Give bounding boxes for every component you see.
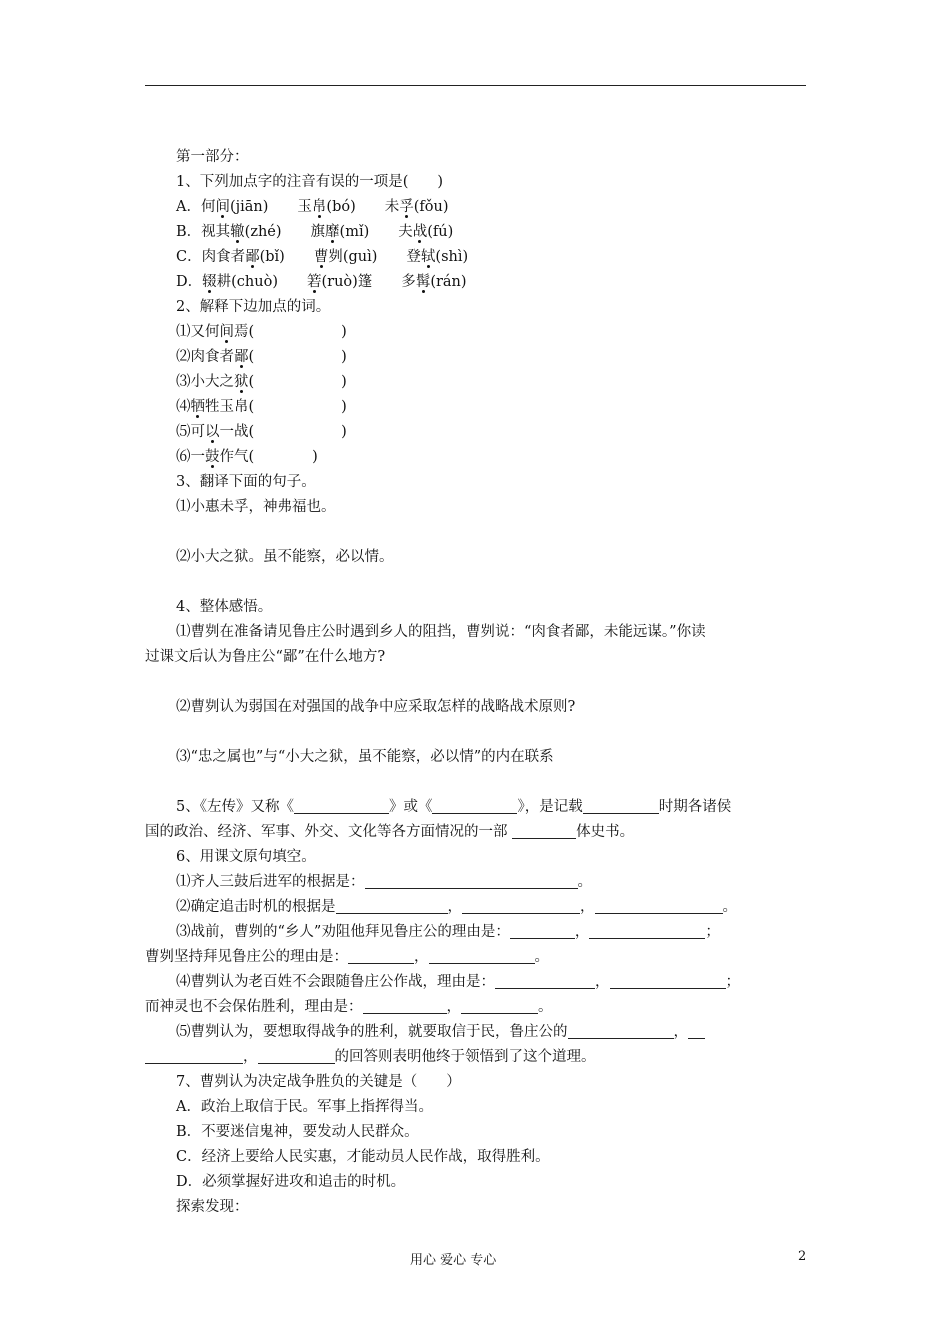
text-segment: (shì) <box>435 249 469 265</box>
text-segment: A．何 <box>176 199 216 215</box>
q6-stem: 6、用课文原句填空。 <box>176 849 316 865</box>
q1-option-2 <box>145 220 807 245</box>
dotted-character: 髯 <box>415 274 431 290</box>
q6-item-5b: ， 的回答则表明他终于领悟到了这个道理。 <box>145 1045 807 1070</box>
q6-item-3a: ⑶战前，曹刿的“乡人”劝阻他拜见鲁庄公的理由是： ， ； <box>176 924 720 940</box>
q6-item-4b: 而神灵也不会保佑胜利，理由是： ， 。 <box>145 999 553 1015</box>
q6-blank-4c[interactable] <box>363 998 447 1014</box>
dotted-character: 鄙 <box>234 349 249 365</box>
q4-part-1a: ⑴曹刿在准备请见鲁庄公时遇到乡人的阻挡，曹刿说：“肉食者鄙，未能远谋。”你读 <box>176 624 706 640</box>
q6-blank-2b[interactable] <box>462 898 580 914</box>
q7-option-b: B．不要迷信鬼神，要发动人民群众。 <box>176 1124 419 1140</box>
text-segment: C．肉食者 <box>176 249 246 265</box>
text-segment: ( ) <box>248 349 347 365</box>
q3-sentence-2: ⑵小大之狱。虽不能察，必以情。 <box>176 549 394 565</box>
q4-part-3: ⑶“忠之属也”与“小大之狱，虽不能察，必以情”的内在联系 <box>176 749 554 765</box>
q6-blank-2c[interactable] <box>595 898 723 914</box>
text-segment: 耕(chuò) <box>216 274 307 290</box>
q1-option-3 <box>145 245 807 270</box>
q2-item-6 <box>145 445 807 470</box>
q4-stem: 4、整体感悟。 <box>176 599 273 615</box>
q5-blank-name-1[interactable] <box>294 798 389 814</box>
text-segment: 作气( ) <box>219 449 318 465</box>
part-title: 第一部分： <box>176 149 249 165</box>
q6-item-3b: 曹刿坚持拜见鲁庄公的理由是： ， 。 <box>145 949 549 965</box>
q4-part-1b: 过课文后认为鲁庄公“鄙”在什么地方? <box>145 649 386 665</box>
q6-item-5a: ⑸曹刿认为，要想取得战争的胜利，就要取信于民，鲁庄公的 ， <box>145 1020 807 1045</box>
dotted-character: 辍 <box>202 274 217 290</box>
text-segment: ( ) <box>248 374 347 390</box>
q7-option-c: C．经济上要给人民实惠，才能动员人民作战，取得胜利。 <box>176 1149 550 1165</box>
dotted-character: 靡 <box>325 224 340 240</box>
text-segment: (bó) 未 <box>326 199 400 215</box>
text-segment: ⑶小大之 <box>176 374 234 390</box>
q5-line-1: 5、《左传》又称《 》或《 》，是记载 时期各诸侯 <box>176 799 732 815</box>
header-rule <box>145 85 806 86</box>
q6-blank-5b-end[interactable] <box>145 1048 243 1064</box>
text-segment: (fǒu) <box>413 199 449 215</box>
text-segment: 牲玉帛( ) <box>205 399 347 415</box>
q2-item-1 <box>145 320 807 345</box>
q1-option-1 <box>145 195 807 220</box>
q2-items <box>145 320 807 470</box>
q6-blank-4b[interactable] <box>610 973 726 989</box>
q5-blank-genre[interactable] <box>512 823 576 839</box>
q4-part-2: ⑵曹刿认为弱国在对强国的战争中应采取怎样的战略战术原则? <box>176 699 576 715</box>
q2-item-4 <box>145 395 807 420</box>
dotted-character: 狱 <box>234 374 249 390</box>
text-segment: (bǐ) <box>259 249 314 265</box>
text-segment: (fú) <box>427 224 454 240</box>
q5-blank-period[interactable] <box>583 798 659 814</box>
text-segment: (zhé) 旗 <box>244 224 326 240</box>
dotted-character: 间 <box>215 199 230 215</box>
q6-blank-1[interactable] <box>365 873 578 889</box>
dotted-character: 鼓 <box>205 449 220 465</box>
q6-blank-4a[interactable] <box>495 973 595 989</box>
q6-blank-3b[interactable] <box>589 923 705 939</box>
dotted-character: 战 <box>412 224 428 240</box>
q6-blank-5b-start[interactable] <box>688 1023 705 1039</box>
text-segment: (ruò)篷 多 <box>321 274 416 290</box>
text-segment: ⑷ <box>176 399 191 415</box>
dotted-character: 箬 <box>306 274 322 290</box>
q6-item-2: ⑵确定追击时机的根据是 ， ， 。 <box>176 899 737 915</box>
page-number: 2 <box>798 1249 807 1264</box>
q1-options <box>145 195 807 295</box>
text-segment: 刿(guì) 登 <box>328 249 421 265</box>
dotted-character: 轼 <box>420 249 436 265</box>
q6-blank-5a[interactable] <box>568 1023 674 1039</box>
q7-stem: 7、曹刿认为决定战争胜负的关键是（ ） <box>176 1074 461 1090</box>
q2-item-5 <box>145 420 807 445</box>
q3-sentence-1: ⑴小惠未孚，神弗福也。 <box>176 499 336 515</box>
dotted-character: 牺 <box>190 399 205 415</box>
q6-blank-2a[interactable] <box>336 898 448 914</box>
q6-blank-3a[interactable] <box>510 923 575 939</box>
q6-item-4a: ⑷曹刿认为老百姓不会跟随鲁庄公作战，理由是： ， ； <box>176 974 740 990</box>
text-segment: D． <box>176 274 203 290</box>
dotted-character: 以 <box>205 424 220 440</box>
q5-line-2: 国的政治、经济、军事、外交、文化等各方面情况的一部 体史书。 <box>145 824 635 840</box>
q6-blank-4d[interactable] <box>461 998 538 1014</box>
q5-blank-name-2[interactable] <box>432 798 517 814</box>
text-segment: (mǐ) 夫 <box>339 224 413 240</box>
text-segment: ⑵肉食者 <box>176 349 234 365</box>
q3-stem: 3、翻译下面的句子。 <box>176 474 316 490</box>
dotted-character: 鄙 <box>245 249 260 265</box>
q7-option-a: A．政治上取信于民。军事上指挥得当。 <box>176 1099 433 1115</box>
dotted-character: 孚 <box>399 199 414 215</box>
q6-blank-3d[interactable] <box>429 948 535 964</box>
q1-stem: 1、下列加点字的注音有误的一项是( ) <box>176 174 444 190</box>
text-segment: 焉( ) <box>234 324 347 340</box>
dotted-character: 间 <box>219 324 234 340</box>
q7-option-d: D．必须掌握好进攻和追击的时机。 <box>176 1174 406 1190</box>
text-segment: 一战( ) <box>219 424 347 440</box>
q2-item-3 <box>145 370 807 395</box>
text-segment: (jiān) 玉 <box>229 199 312 215</box>
text-segment: ⑸可 <box>176 424 205 440</box>
q2-stem: 2、解释下边加点的词。 <box>176 299 331 315</box>
text-segment: (rán) <box>430 274 467 290</box>
explore-heading: 探索发现： <box>176 1199 249 1215</box>
q6-blank-3c[interactable] <box>348 948 414 964</box>
q6-blank-5c[interactable] <box>258 1048 335 1064</box>
dotted-character: 帛 <box>311 199 327 215</box>
dotted-character: 辙 <box>230 224 245 240</box>
text-segment: B．视其 <box>176 224 231 240</box>
q2-item-2 <box>145 345 807 370</box>
dotted-character: 曹 <box>313 249 329 265</box>
q6-item-1: ⑴齐人三鼓后进军的根据是： 。 <box>176 874 592 890</box>
worksheet-body <box>145 145 807 1220</box>
footer-motto: 用心 爱心 专心 <box>410 1253 497 1268</box>
text-segment: ⑹一 <box>176 449 205 465</box>
q1-option-4 <box>145 270 807 295</box>
text-segment: ⑴又何 <box>176 324 220 340</box>
